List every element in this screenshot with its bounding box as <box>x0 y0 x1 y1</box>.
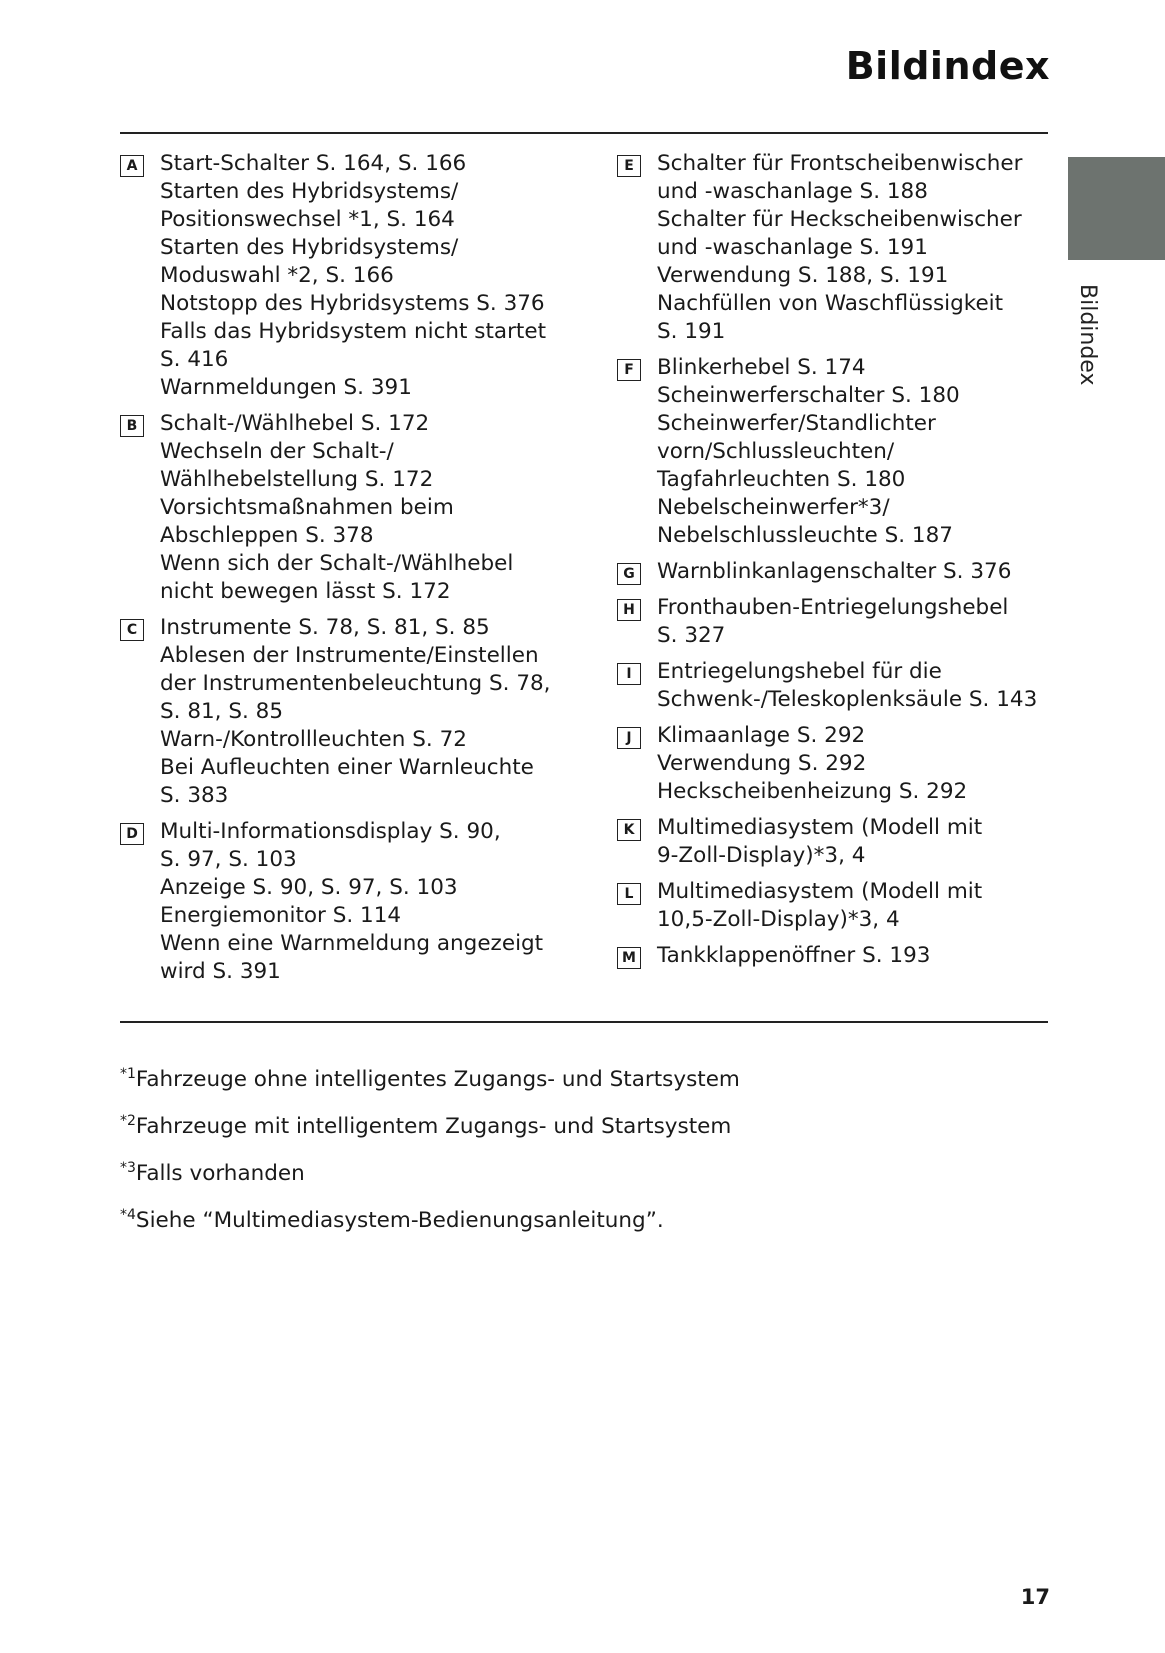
index-entry-k <box>617 814 1047 870</box>
index-entry-d <box>120 818 550 986</box>
section-tab <box>1068 157 1165 260</box>
entry-subitem: Wenn sich der Schalt-/Wählhebel <box>160 551 514 576</box>
index-entry-a <box>120 150 550 402</box>
index-entry-b <box>120 410 550 606</box>
entry-subitem: S. 81, S. 85 <box>160 699 284 724</box>
entry-letter-badge: A <box>120 155 144 177</box>
entry-heading: Tankklappenöffner S. 193 <box>657 943 931 968</box>
footnote-text: Siehe “Multimediasystem-Bedienungsanleitung”. <box>135 1208 664 1233</box>
index-entry-l <box>617 878 1047 934</box>
entry-subitem: Wählhebelstellung S. 172 <box>160 467 434 492</box>
entry-subitem: Scheinwerferschalter S. 180 <box>657 383 960 408</box>
entry-subitem: Wenn eine Warnmeldung angezeigt <box>160 931 544 956</box>
entry-subitem: Moduswahl *2, S. 166 <box>160 263 394 288</box>
entry-letter-badge: J <box>617 727 641 749</box>
entry-subitem: S. 97, S. 103 <box>160 847 297 872</box>
entry-heading: Warnblinkanlagenschalter S. 376 <box>657 559 1012 584</box>
entry-lines <box>160 614 550 810</box>
entry-lines <box>657 722 1047 806</box>
entry-heading: Schalt-/Wählhebel S. 172 <box>160 411 430 436</box>
entry-letter-badge: H <box>617 599 641 621</box>
entry-subitem: S. 383 <box>160 783 229 808</box>
bottom-divider <box>120 1021 1048 1023</box>
entry-lines <box>657 150 1047 346</box>
entry-subitem: und -waschanlage S. 191 <box>657 235 928 260</box>
entry-subitem: Falls das Hybridsystem nicht startet <box>160 319 547 344</box>
entry-subitem: Anzeige S. 90, S. 97, S. 103 <box>160 875 458 900</box>
page-number: 17 <box>1020 1585 1050 1609</box>
index-column-right <box>617 150 1047 978</box>
entry-subitem: Warnmeldungen S. 391 <box>160 375 412 400</box>
entry-subitem: vorn/Schlussleuchten/ <box>657 439 895 464</box>
entry-subitem: Verwendung S. 292 <box>657 751 867 776</box>
footnote <box>120 1060 740 1094</box>
entry-lines <box>657 942 1047 970</box>
entry-subitem: S. 191 <box>657 319 726 344</box>
entry-subitem: Abschleppen S. 378 <box>160 523 374 548</box>
entry-subitem: Heckscheibenheizung S. 292 <box>657 779 968 804</box>
entry-heading: Schalter für Frontscheibenwischer <box>657 151 1023 176</box>
entry-letter-badge: I <box>617 663 641 685</box>
footnote <box>120 1154 740 1188</box>
entry-subitem: Nachfüllen von Waschflüssigkeit <box>657 291 1004 316</box>
index-entry-h <box>617 594 1047 650</box>
entry-subitem: Schalter für Heckscheibenwischer <box>657 207 1022 232</box>
entry-lines <box>160 818 550 986</box>
entry-letter-badge: K <box>617 819 641 841</box>
entry-heading: Klimaanlage S. 292 <box>657 723 866 748</box>
entry-heading: Multimediasystem (Modell mit <box>657 815 983 840</box>
footnote <box>120 1201 740 1235</box>
index-entry-f <box>617 354 1047 550</box>
entry-lines <box>657 354 1047 550</box>
entry-heading: Multi-Informationsdisplay S. 90, <box>160 819 501 844</box>
entry-subitem: der Instrumentenbeleuchtung S. 78, <box>160 671 551 696</box>
section-tab-label: Bildindex <box>1075 284 1100 386</box>
footnote-text: Fahrzeuge mit intelligentem Zugangs- und Startsystem <box>135 1114 732 1139</box>
entry-subitem: Energiemonitor S. 114 <box>160 903 402 928</box>
entry-subitem: 10,5-Zoll-Display)*3, 4 <box>657 907 900 932</box>
entry-letter-badge: L <box>617 883 641 905</box>
entry-subitem: S. 416 <box>160 347 229 372</box>
footnotes <box>120 1060 740 1248</box>
footnote-mark: *1 <box>120 1066 136 1082</box>
entry-subitem: Warn-/Kontrollleuchten S. 72 <box>160 727 467 752</box>
entry-subitem: Ablesen der Instrumente/Einstellen <box>160 643 539 668</box>
entry-subitem: Nebelschlussleuchte S. 187 <box>657 523 953 548</box>
footnote <box>120 1107 740 1141</box>
entry-subitem: Vorsichtsmaßnahmen beim <box>160 495 454 520</box>
entry-lines <box>657 594 1047 650</box>
entry-letter-badge: B <box>120 415 144 437</box>
index-column-left <box>120 150 550 994</box>
entry-letter-badge: C <box>120 619 144 641</box>
entry-subitem: Notstopp des Hybridsystems S. 376 <box>160 291 545 316</box>
entry-subitem: und -waschanlage S. 188 <box>657 179 928 204</box>
index-entry-g <box>617 558 1047 586</box>
entry-heading: Multimediasystem (Modell mit <box>657 879 983 904</box>
entry-heading: Fronthauben-Entriegelungshebel <box>657 595 1009 620</box>
entry-subitem: Wechseln der Schalt-/ <box>160 439 394 464</box>
entry-subitem: nicht bewegen lässt S. 172 <box>160 579 451 604</box>
entry-lines <box>657 558 1047 586</box>
entry-heading: Instrumente S. 78, S. 81, S. 85 <box>160 615 490 640</box>
footnote-text: Fahrzeuge ohne intelligentes Zugangs- und Startsystem <box>135 1067 740 1092</box>
entry-subitem: 9-Zoll-Display)*3, 4 <box>657 843 866 868</box>
index-entry-i <box>617 658 1047 714</box>
entry-letter-badge: E <box>617 155 641 177</box>
index-entry-m <box>617 942 1047 970</box>
entry-letter-badge: F <box>617 359 641 381</box>
index-entry-j <box>617 722 1047 806</box>
footnote-text: Falls vorhanden <box>135 1161 305 1186</box>
index-entry-c <box>120 614 550 810</box>
entry-lines <box>657 658 1047 714</box>
entry-letter-badge: G <box>617 563 641 585</box>
entry-subitem: S. 327 <box>657 623 726 648</box>
entry-heading: Start-Schalter S. 164, S. 166 <box>160 151 467 176</box>
entry-lines <box>657 878 1047 934</box>
entry-letter-badge: D <box>120 823 144 845</box>
footnote-mark: *3 <box>120 1160 136 1176</box>
page-title: Bildindex <box>845 44 1050 88</box>
entry-lines <box>160 150 550 402</box>
entry-subitem: Nebelscheinwerfer*3/ <box>657 495 890 520</box>
entry-subitem: Starten des Hybridsystems/ <box>160 235 459 260</box>
footnote-mark: *2 <box>120 1113 136 1129</box>
entry-subitem: Scheinwerfer/Standlichter <box>657 411 936 436</box>
entry-subitem: Tagfahrleuchten S. 180 <box>657 467 906 492</box>
entry-subitem: Verwendung S. 188, S. 191 <box>657 263 949 288</box>
index-entry-e <box>617 150 1047 346</box>
entry-lines <box>657 814 1047 870</box>
entry-subitem: Positionswechsel *1, S. 164 <box>160 207 455 232</box>
entry-subitem: Starten des Hybridsystems/ <box>160 179 459 204</box>
entry-heading: Entriegelungshebel für die <box>657 659 942 684</box>
entry-subitem: Schwenk-/Teleskoplenksäule S. 143 <box>657 687 1038 712</box>
top-divider <box>120 132 1048 134</box>
entry-heading: Blinkerhebel S. 174 <box>657 355 866 380</box>
footnote-mark: *4 <box>120 1207 136 1223</box>
entry-lines <box>160 410 550 606</box>
entry-subitem: Bei Aufleuchten einer Warnleuchte <box>160 755 534 780</box>
entry-letter-badge: M <box>617 947 641 969</box>
entry-subitem: wird S. 391 <box>160 959 281 984</box>
